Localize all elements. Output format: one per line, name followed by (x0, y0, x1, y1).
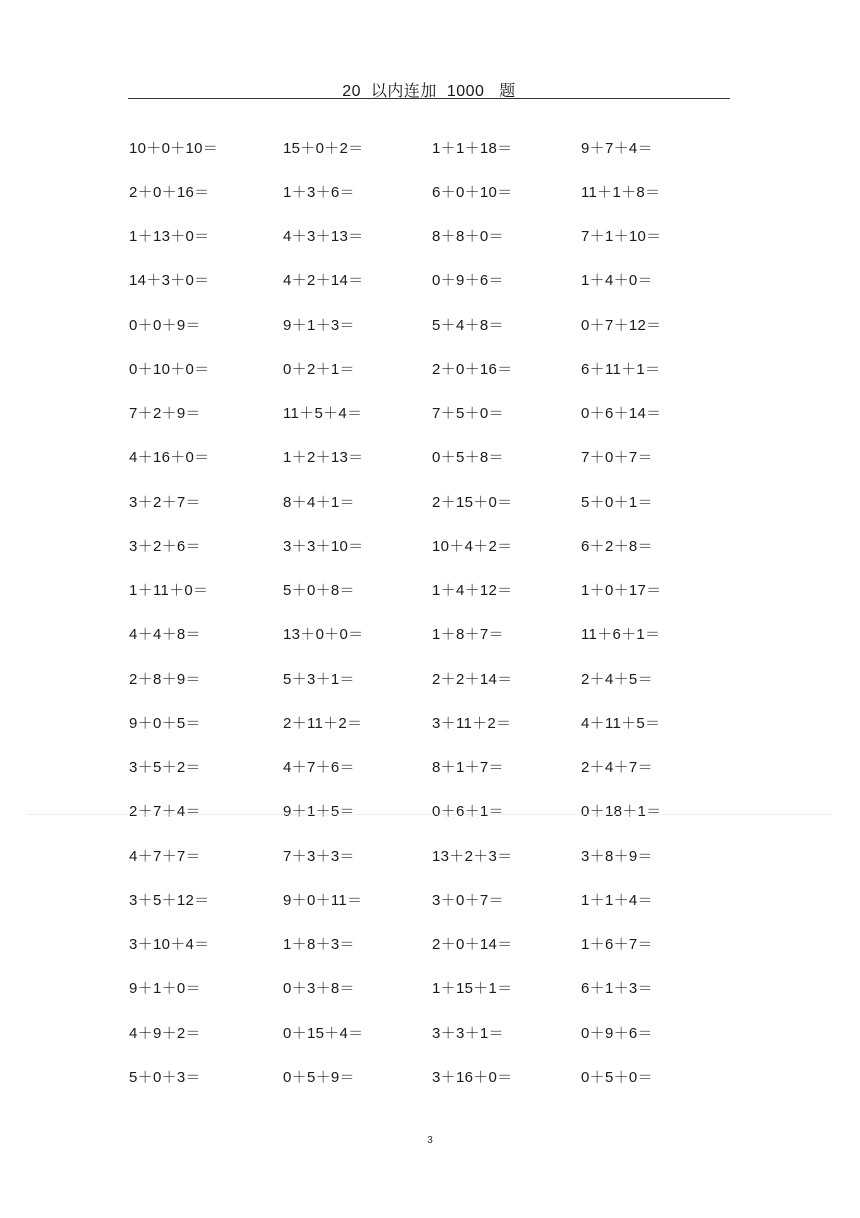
problem-row (129, 877, 769, 921)
addition-problem: 6＋11＋1＝ (581, 360, 661, 378)
addition-problem: 3＋0＋7＝ (432, 891, 504, 909)
addition-problem: 3＋10＋4＝ (129, 936, 210, 954)
addition-problem: 3＋3＋1＝ (432, 1024, 504, 1042)
addition-problem: 3＋5＋12＝ (129, 891, 210, 909)
problem-row (129, 523, 769, 567)
addition-problem: 7＋1＋10＝ (581, 228, 662, 246)
problem-row (129, 169, 769, 213)
addition-problem: 5＋3＋1＝ (283, 670, 355, 688)
addition-problem: 1＋6＋7＝ (581, 936, 653, 954)
problem-row (129, 700, 769, 744)
addition-problem: 1＋4＋0＝ (581, 272, 653, 290)
addition-problem: 8＋4＋1＝ (283, 493, 355, 511)
addition-problem: 0＋5＋0＝ (581, 1068, 653, 1086)
addition-problem: 2＋0＋14＝ (432, 936, 513, 954)
addition-problem: 4＋16＋0＝ (129, 449, 210, 467)
addition-problem: 9＋0＋5＝ (129, 714, 201, 732)
addition-problem: 11＋1＋8＝ (581, 183, 661, 201)
addition-problem: 5＋0＋8＝ (283, 582, 355, 600)
addition-problem: 3＋11＋2＝ (432, 714, 512, 732)
addition-problem: 11＋5＋4＝ (283, 405, 363, 423)
addition-problem: 4＋7＋6＝ (283, 759, 355, 777)
addition-problem: 9＋0＋11＝ (283, 891, 363, 909)
problem-row (129, 214, 769, 258)
addition-problem: 8＋1＋7＝ (432, 759, 504, 777)
addition-problem: 1＋0＋17＝ (581, 582, 662, 600)
addition-problem: 2＋4＋5＝ (581, 670, 653, 688)
page-number: 3 (427, 1135, 433, 1146)
addition-problem: 14＋3＋0＝ (129, 272, 210, 290)
addition-problem: 7＋5＋0＝ (432, 405, 504, 423)
addition-problem: 0＋10＋0＝ (129, 360, 210, 378)
addition-problem: 2＋7＋4＝ (129, 803, 201, 821)
addition-problem: 9＋7＋4＝ (581, 139, 653, 157)
addition-problem: 5＋4＋8＝ (432, 316, 504, 334)
addition-problem: 9＋1＋0＝ (129, 980, 201, 998)
addition-problem: 0＋15＋4＝ (283, 1024, 364, 1042)
addition-problem: 0＋5＋9＝ (283, 1068, 355, 1086)
addition-problem: 2＋11＋2＝ (283, 714, 363, 732)
addition-problem: 0＋7＋12＝ (581, 316, 662, 334)
problem-row (129, 258, 769, 302)
problem-row (129, 479, 769, 523)
problem-row (129, 1010, 769, 1054)
addition-problem: 1＋15＋1＝ (432, 980, 513, 998)
addition-problem: 0＋18＋1＝ (581, 803, 662, 821)
problem-row (129, 391, 769, 435)
addition-problem: 2＋4＋7＝ (581, 759, 653, 777)
problem-grid (129, 125, 769, 1099)
addition-problem: 5＋0＋1＝ (581, 493, 653, 511)
problem-row (129, 966, 769, 1010)
addition-problem: 3＋2＋6＝ (129, 537, 201, 555)
addition-problem: 5＋0＋3＝ (129, 1068, 201, 1086)
addition-problem: 1＋3＋6＝ (283, 183, 355, 201)
addition-problem: 7＋3＋3＝ (283, 847, 355, 865)
addition-problem: 4＋9＋2＝ (129, 1024, 201, 1042)
page-fold-divider (28, 814, 832, 815)
addition-problem: 2＋15＋0＝ (432, 493, 513, 511)
addition-problem: 1＋13＋0＝ (129, 228, 210, 246)
addition-problem: 2＋0＋16＝ (432, 360, 513, 378)
addition-problem: 6＋1＋3＝ (581, 980, 653, 998)
addition-problem: 13＋2＋3＝ (432, 847, 513, 865)
title-underline (128, 98, 730, 99)
addition-problem: 1＋1＋18＝ (432, 139, 513, 157)
addition-problem: 9＋1＋5＝ (283, 803, 355, 821)
addition-problem: 1＋8＋7＝ (432, 626, 504, 644)
problem-row (129, 745, 769, 789)
addition-problem: 3＋3＋10＝ (283, 537, 364, 555)
addition-problem: 4＋3＋13＝ (283, 228, 364, 246)
addition-problem: 0＋3＋8＝ (283, 980, 355, 998)
addition-problem: 4＋2＋14＝ (283, 272, 364, 290)
addition-problem: 6＋2＋8＝ (581, 537, 653, 555)
addition-problem: 0＋0＋9＝ (129, 316, 201, 334)
addition-problem: 1＋2＋13＝ (283, 449, 364, 467)
addition-problem: 0＋6＋14＝ (581, 405, 662, 423)
addition-problem: 2＋0＋16＝ (129, 183, 210, 201)
problem-row (129, 833, 769, 877)
page-title: 20 以内连加 1000 题 (342, 83, 516, 100)
addition-problem: 13＋0＋0＝ (283, 626, 364, 644)
addition-problem: 1＋8＋3＝ (283, 936, 355, 954)
addition-problem: 4＋11＋5＝ (581, 714, 661, 732)
addition-problem: 10＋4＋2＝ (432, 537, 513, 555)
problem-row (129, 789, 769, 833)
addition-problem: 6＋0＋10＝ (432, 183, 513, 201)
problem-row (129, 656, 769, 700)
addition-problem: 8＋8＋0＝ (432, 228, 504, 246)
addition-problem: 3＋8＋9＝ (581, 847, 653, 865)
addition-problem: 11＋6＋1＝ (581, 626, 661, 644)
addition-problem: 9＋1＋3＝ (283, 316, 355, 334)
problem-row (129, 346, 769, 390)
addition-problem: 0＋2＋1＝ (283, 360, 355, 378)
addition-problem: 15＋0＋2＝ (283, 139, 364, 157)
addition-problem: 0＋6＋1＝ (432, 803, 504, 821)
addition-problem: 7＋0＋7＝ (581, 449, 653, 467)
addition-problem: 3＋16＋0＝ (432, 1068, 513, 1086)
addition-problem: 1＋1＋4＝ (581, 891, 653, 909)
problem-row (129, 302, 769, 346)
addition-problem: 3＋2＋7＝ (129, 493, 201, 511)
addition-problem: 4＋4＋8＝ (129, 626, 201, 644)
addition-problem: 4＋7＋7＝ (129, 847, 201, 865)
addition-problem: 7＋2＋9＝ (129, 405, 201, 423)
problem-row (129, 568, 769, 612)
addition-problem: 10＋0＋10＝ (129, 139, 219, 157)
addition-problem: 2＋2＋14＝ (432, 670, 513, 688)
addition-problem: 3＋5＋2＝ (129, 759, 201, 777)
problem-row (129, 1054, 769, 1098)
problem-row (129, 125, 769, 169)
problem-row (129, 922, 769, 966)
problem-row (129, 612, 769, 656)
addition-problem: 0＋9＋6＝ (581, 1024, 653, 1042)
addition-problem: 1＋4＋12＝ (432, 582, 513, 600)
addition-problem: 1＋11＋0＝ (129, 582, 209, 600)
problem-row (129, 435, 769, 479)
addition-problem: 0＋9＋6＝ (432, 272, 504, 290)
addition-problem: 0＋5＋8＝ (432, 449, 504, 467)
addition-problem: 2＋8＋9＝ (129, 670, 201, 688)
